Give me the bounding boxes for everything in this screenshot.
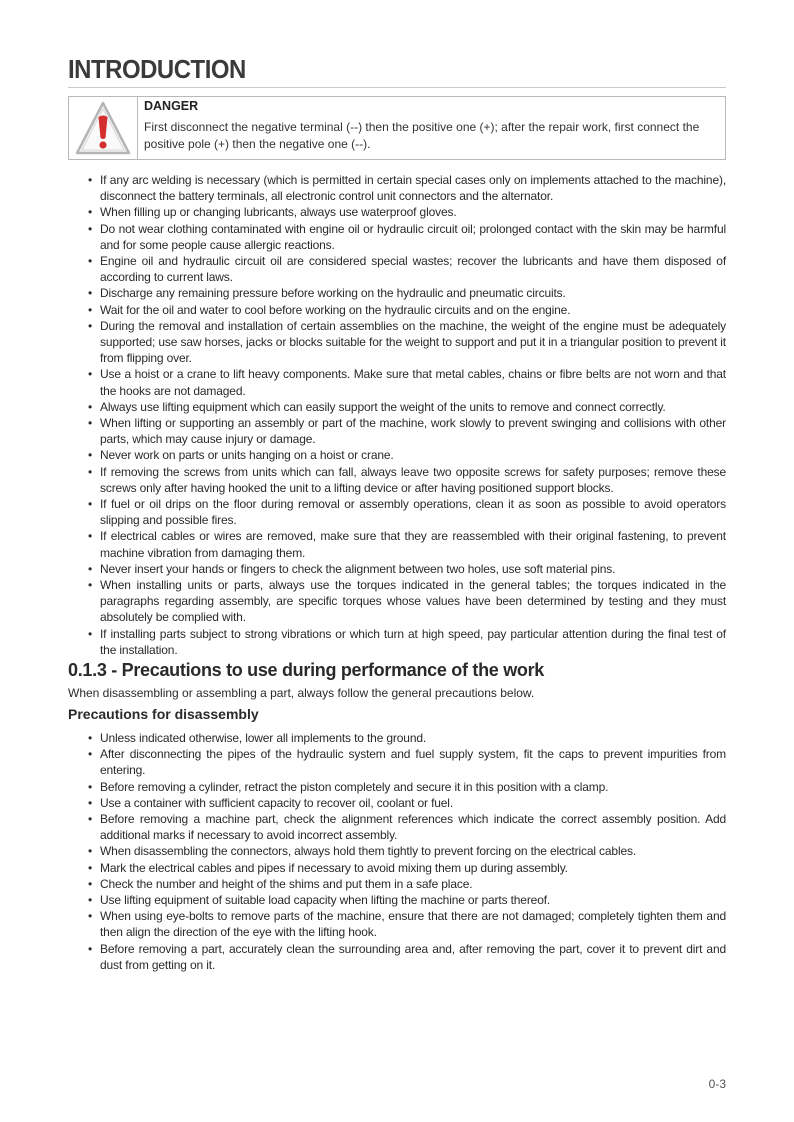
list-item: • Never work on parts or units hanging on a hoist or crane. — [86, 447, 726, 463]
list-item: • When disassembling the connectors, always hold them tightly to prevent forcing on the electrical cables. — [86, 843, 726, 859]
section-intro: When disassembling or assembling a part, always follow the general precautions below. — [68, 686, 535, 700]
list-item: • When filling up or changing lubricants, always use waterproof gloves. — [86, 204, 726, 220]
list-item: • Discharge any remaining pressure before working on the hydraulic and pneumatic circuits. — [86, 285, 726, 301]
title-divider — [68, 87, 726, 88]
section-heading: 0.1.3 - Precautions to use during performance of the work — [68, 660, 545, 680]
list-item: • If removing the screws from units which can fall, always leave two opposite screws for safety purposes; remove these screws only after having hooked the unit to a lifting device or after having positioned support blocks. — [86, 464, 726, 496]
list-item: • When lifting or supporting an assembly or part of the machine, work slowly to prevent swinging and collisions with other parts, which may cause injury or damage. — [86, 415, 726, 447]
list-item: • If electrical cables or wires are removed, make sure that they are reassembled with their original fastening, to prevent machine vibration from damaging them. — [86, 528, 726, 560]
list-item: • Before removing a part, accurately clean the surrounding area and, after removing the part, cover it to prevent dirt and dust from getting on it. — [86, 941, 726, 973]
list-item: • If installing parts subject to strong vibrations or which turn at high speed, pay particular attention during the final test of the installation. — [86, 626, 726, 658]
list-item: • Unless indicated otherwise, lower all implements to the ground. — [86, 730, 726, 746]
danger-icon-cell — [69, 97, 138, 159]
danger-heading: DANGER — [144, 99, 199, 113]
list-item: • During the removal and installation of certain assemblies on the machine, the weight of the engine must be adequately supported; use saw horses, jacks or blocks suitable for the weight to support and put it in a triangular position to prevent it from flipping over. — [86, 318, 726, 367]
list-item: • After disconnecting the pipes of the hydraulic system and fuel supply system, fit the caps to prevent impurities from entering. — [86, 746, 726, 778]
list-item: • Mark the electrical cables and pipes if necessary to avoid mixing them up during assembly. — [86, 860, 726, 876]
list-item: • Check the number and height of the shims and put them in a safe place. — [86, 876, 726, 892]
warning-triangle-icon — [74, 100, 132, 156]
list-item: • Wait for the oil and water to cool before working on the hydraulic circuits and on the engine. — [86, 302, 726, 318]
danger-notice — [68, 96, 726, 160]
list-item: • Before removing a cylinder, retract the piston completely and secure it in this position with a clamp. — [86, 779, 726, 795]
list-item: • Before removing a machine part, check the alignment references which indicate the correct assembly position. Add additional marks if necessary to avoid incorrect assembly. — [86, 811, 726, 843]
danger-text: First disconnect the negative terminal (--) then the positive one (+); after the repair work, first connect the positive pole (+) then the negative one (--). — [144, 120, 700, 151]
list-item: • If any arc welding is necessary (which is permitted in certain special cases only on implements attached to the machine), disconnect the battery terminals, all electronic control unit connectors and the alternator. — [86, 172, 726, 204]
list-item: • Use lifting equipment of suitable load capacity when lifting the machine or parts thereof. — [86, 892, 726, 908]
list-item: • Engine oil and hydraulic circuit oil are considered special wastes; recover the lubricants and have them disposed of according to current laws. — [86, 253, 726, 285]
disassembly-precautions-list — [86, 730, 726, 973]
list-item: • Never insert your hands or fingers to check the alignment between two holes, use soft material pins. — [86, 561, 726, 577]
page-title: INTRODUCTION — [68, 54, 246, 84]
list-item: • Use a container with sufficient capacity to recover oil, coolant or fuel. — [86, 795, 726, 811]
list-item: • If fuel or oil drips on the floor during removal or assembly operations, clean it as soon as possible to avoid operators slipping and possible fires. — [86, 496, 726, 528]
disassembly-subheading: Precautions for disassembly — [68, 706, 259, 722]
list-item: • Do not wear clothing contaminated with engine oil or hydraulic circuit oil; prolonged contact with the skin may be harmful and for some people cause allergic reactions. — [86, 221, 726, 253]
page-number: 0-3 — [708, 1077, 726, 1091]
danger-text-cell — [138, 97, 725, 159]
general-precautions-list — [86, 172, 726, 658]
list-item: • When installing units or parts, always use the torques indicated in the general tables; the torques indicated in the paragraphs regarding assembly, are specific torques whose values have been determined by testing and they must absolutely be complied with. — [86, 577, 726, 626]
list-item: • Use a hoist or a crane to lift heavy components. Make sure that metal cables, chains or fibre belts are not worn and that the hooks are not damaged. — [86, 366, 726, 398]
list-item: • Always use lifting equipment which can easily support the weight of the units to remove and connect correctly. — [86, 399, 726, 415]
list-item: • When using eye-bolts to remove parts of the machine, ensure that there are not damaged; completely tighten them and then align the direction of the eye with the lifting hook. — [86, 908, 726, 940]
